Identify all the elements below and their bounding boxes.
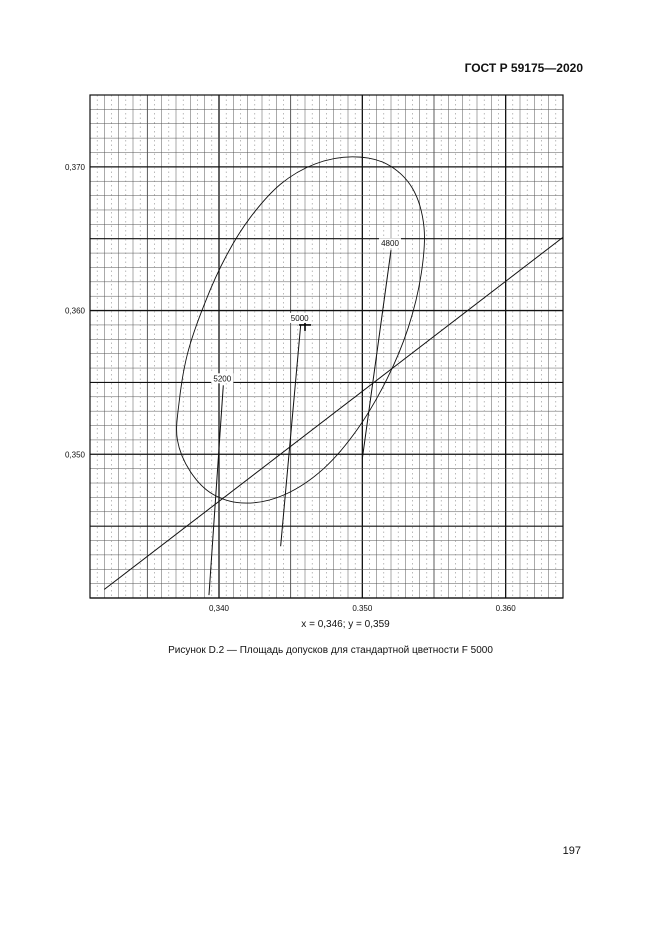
cct-label-5000: 5000: [290, 313, 309, 323]
y-tick-label: 0,370: [64, 162, 85, 172]
figure-caption: Рисунок D.2 — Площадь допусков для стандартной цветности F 5000: [168, 645, 493, 656]
x-tick-label: 0.350: [352, 604, 373, 613]
x-tick-label: 0,340: [208, 604, 230, 613]
cct-label-4800: 4800: [381, 239, 399, 249]
isotemperature-line-5200: [209, 385, 223, 595]
cct-label-5200: 5200: [213, 374, 232, 384]
x-tick-label: 0.360: [495, 604, 516, 613]
page-number: 197: [562, 845, 581, 857]
reference-coordinates: [0, 619, 661, 630]
chart-grid: [90, 95, 563, 598]
y-tick-label: 0,350: [64, 450, 85, 460]
y-tick-label: 0,360: [64, 306, 85, 316]
reference-coordinates-text: x = 0,346; y = 0,359: [301, 619, 390, 630]
standard-header: ГОСТ Р 59175—2020: [464, 61, 583, 75]
